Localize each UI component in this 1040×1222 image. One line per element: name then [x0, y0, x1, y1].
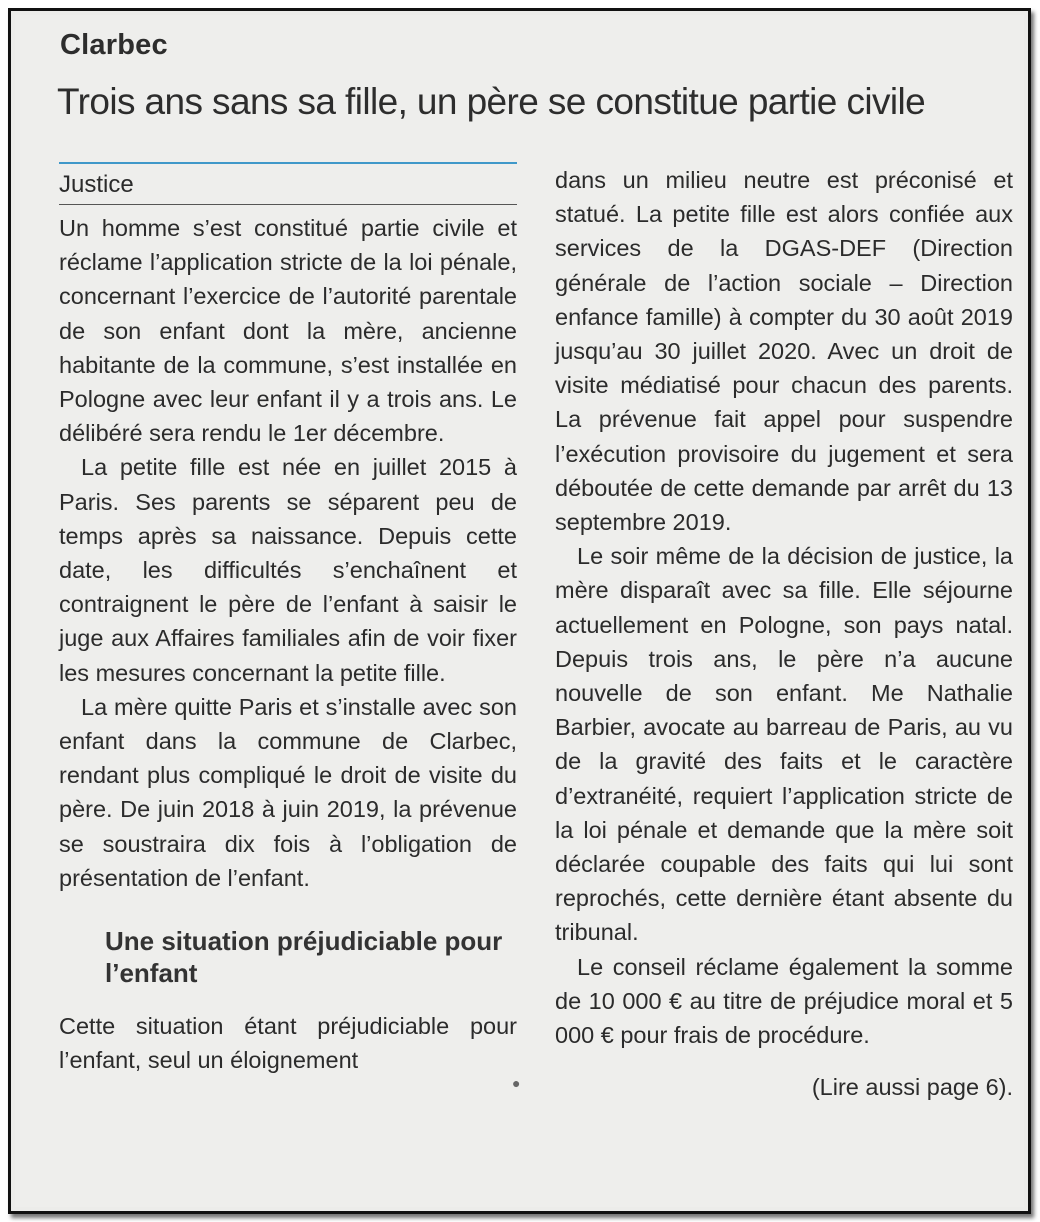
- section-kicker: Justice: [59, 170, 517, 205]
- paragraph-intro: Un homme s’est constitué partie civile et réclame l’application stricte de la loi pénale, concernant l’exercice de l’autorité parentale de son enfant dont la mère, ancienne habitante de la commune, s’est installée en Pologne avec leur enfant il y a trois ans. Le délibéré sera rendu le 1er décembre.: [59, 215, 517, 447]
- paragraph-6: Le soir même de la décision de justice, la mère disparaît avec sa fille. Elle séjourne actuellement en Pologne, son pays natal. Depuis trois ans, le père n’a aucune nouvelle de son enfant. Me Nathalie Barbier, avocate au barreau de Paris, au vu de la gravité des faits et le caractère d’extranéité, requiert l’application stricte de la loi pénale et demande que la mère soit déclarée coupable des faits qui lui sont reprochés, cette dernière étant absente du tribunal.: [555, 543, 1013, 946]
- paragraph-5: dans un milieu neutre est préconisé et statué. La petite fille est alors confiée aux services de la DGAS-DEF (Direction générale de l’action sociale – Direction enfance famille) à compter du 30 août 2019 jusqu’au 30 juillet 2020. Avec un droit de visite médiatisé pour chacun des parents. La prévenue fait appel pour suspendre l’exécution provisoire du jugement et sera déboutée de cette demande par arrêt du 13 septembre 2019.: [555, 167, 1013, 536]
- subheading: Une situation préjudiciable pour l’enfant: [105, 926, 503, 989]
- section-rule: [59, 162, 517, 164]
- paragraph-3: La mère quitte Paris et s’installe avec son enfant dans la commune de Clarbec, rendant plus compliqué le droit de visite du père. De juin 2018 à juin 2019, la prévenue se soustraira dix fois à l’obligation de présentation de l’enfant.: [59, 693, 517, 891]
- paragraph-4: Cette situation étant préjudiciable pour l’enfant, seul un éloignement: [59, 1013, 517, 1074]
- clipping-frame: [8, 8, 1031, 1214]
- article-column-right: [555, 163, 1013, 1104]
- paragraph-7: Le conseil réclame également la somme de 10 000 € au titre de préjudice moral et 5 000 € pour frais de procédure.: [555, 953, 1013, 1049]
- article-column-left: [59, 155, 517, 1077]
- ink-speck-icon: ●: [512, 1075, 521, 1091]
- headline: Trois ans sans sa fille, un père se constitue partie civile: [57, 81, 926, 122]
- see-also-note: (Lire aussi page 6).: [811, 1074, 1013, 1101]
- paragraph-2: La petite fille est née en juillet 2015 à Paris. Ses parents se séparent peu de temps après sa naissance. Depuis cette date, les difficultés s’enchaînent et contraignent le père de l’enfant à saisir le juge aux Affaires familiales afin de voir fixer les mesures concernant la petite fille.: [59, 454, 517, 686]
- newspaper-clipping: [15, 15, 1024, 1207]
- locality-title: Clarbec: [60, 29, 168, 61]
